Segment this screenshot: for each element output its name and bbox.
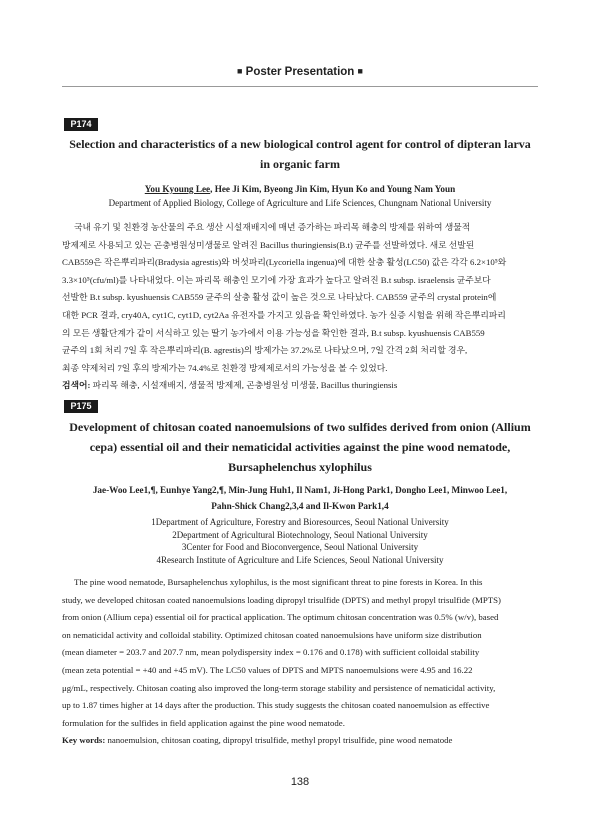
body-line: 대한 PCR 결과, cry40A, cyt1C, cyt1D, cyt2Aa 유전자를 가지고 있음을 확인하였다. 농가 실증 시험을 위해 작은뿌리파리: [62, 309, 506, 320]
presenter-name: You Kyoung Lee: [144, 184, 211, 194]
body-line: 균주의 1회 처리 7일 후 작은뿌리파리(B. agrestis)의 방제가는 37.2%로 나타났으며, 7일 간격 2회 처리할 경우,: [62, 345, 468, 356]
title-line: Bursaphelenchus xylophilus: [228, 460, 372, 474]
section-header-text: Poster Presentation: [245, 66, 355, 78]
square-icon: ■: [357, 66, 363, 76]
author-names: , Hee Ji Kim, Byeong Jin Kim, Hyun Ko and Young Nam Youn: [210, 184, 456, 194]
affiliation-line: 2Department of Agricultural Biotechnology, Seoul National University: [172, 529, 428, 540]
affiliation-line: 1Department of Agriculture, Forestry and Bioresources, Seoul National University: [151, 517, 449, 527]
author-line: Pahn-Shick Chang2,3,4 and Il-Kwon Park1,4: [211, 501, 389, 511]
abstract-title-p175: [62, 417, 538, 477]
title-line: Development of chitosan coated nanoemulsions of two sulfides derived from onion (Allium: [69, 420, 531, 434]
body-line: 국내 유기 및 친환경 농산물의 주요 생산 시설재배지에 매년 증가하는 파리목 해충의 방제를 위하여 생물적: [74, 222, 471, 232]
abstract-badge-p174: P174: [64, 118, 98, 131]
abstract-badge-p175: P175: [64, 400, 98, 413]
keywords-label: 검색어:: [62, 380, 91, 390]
keywords-p175: [62, 732, 538, 748]
affiliation-line: 4Research Institute of Agriculture and Life Sciences, Seoul National University: [156, 554, 444, 565]
body-line: CAB559은 작은뿌리파리(Bradysia agrestis)와 버섯파리(Lycoriella ingenua)에 대한 살충 활성(LC50) 값은 각각 6.2×10⁵와: [62, 257, 507, 268]
title-line: in organic farm: [260, 157, 340, 171]
page-number: 138: [290, 776, 310, 788]
body-line: 의 모든 생활단계가 같이 서식하고 있는 딸기 농가에서 이용 가능성을 확인한 결과, B.t subsp. kyushuensis CAB559: [62, 327, 485, 338]
affiliation-line: 3Center for Food and Bioconvergence, Seoul National University: [181, 542, 419, 553]
abstract-body-p174: [62, 219, 538, 377]
affiliations-p175: [62, 516, 538, 566]
keywords-p174: [62, 377, 538, 393]
section-header: [0, 66, 600, 78]
square-icon: ■: [237, 66, 243, 76]
body-line: The pine wood nematode, Bursaphelenchus xylophilus, is the most significant threat to pine forests in Korea. In this: [74, 577, 483, 587]
body-line: up to 1.87 times higher at 14 days after the production. This study suggests the chitosan coated nanoemulsion as effective: [62, 700, 490, 711]
keywords-text: 파리목 해충, 시설재배지, 생물적 방제제, 곤충병원성 미생물, Bacillus thuringiensis: [90, 380, 398, 390]
author-list-p175: [62, 482, 538, 514]
body-line: study, we developed chitosan coated nanoemulsions loading dipropyl trisulfide (DPTS) and methyl propyl trisulfide (MPTS): [62, 594, 501, 605]
body-line: 3.3×10⁵(cfu/ml)를 나타내었다. 이는 파리목 해충인 모기에 가장 효과가 높다고 알려진 B.t subsp. israelensis 균주보다: [62, 274, 491, 285]
body-line: (mean zeta potential = +40 and +45 mV). The LC50 values of DPTS and MPTS nanoemulsions were 4.95 and 16.22: [62, 664, 473, 675]
body-line: on nematicidal activity and colloidal stability. Optimized chitosan coated nanoemulsions have uniform size distribution: [62, 629, 482, 640]
keywords-text: nanoemulsion, chitosan coating, dipropyl trisulfide, methyl propyl trisulfide, pine wood nematode: [105, 735, 453, 745]
body-line: μg/mL, respectively. Chitosan coating also improved the long-term storage stability and persistence of nematicidal activity,: [62, 682, 496, 693]
body-line: 방제제로 사용되고 있는 곤충병원성미생물로 알려진 Bacillus thuringiensis(B.t) 균주를 선발하였다. 새로 선발된: [62, 239, 475, 250]
author-list-p174: [62, 181, 538, 197]
title-line: Selection and characteristics of a new biological control agent for control of dipteran larva: [69, 137, 531, 151]
body-line: 최종 약제처리 7일 후의 방제가는 74.4%로 친환경 방제제로서의 가능성을 볼 수 있었다.: [62, 362, 388, 373]
title-line: cepa) essential oil and their nematicidal activities against the pine wood nematode,: [89, 440, 511, 454]
abstract-title-p174: [62, 134, 538, 174]
abstract-body-p175: [62, 574, 538, 732]
body-line: (mean diameter = 203.7 and 207.7 nm, mean polydispersity index = 0.176 and 0.178) with sufficient colloidal stability: [62, 647, 480, 658]
author-line: Jae-Woo Lee1,¶, Eunhye Yang2,¶, Min-Jung Huh1, Il Nam1, Ji-Hong Park1, Dongho Lee1, Minwoo Lee1,: [92, 485, 508, 495]
keywords-label: Key words:: [62, 735, 106, 745]
body-line: 선발한 B.t subsp. kyushuensis CAB559 균주의 살충 활성 값이 높은 것으로 나타났다. CAB559 균주의 crystal protein에: [62, 292, 497, 303]
affiliation-p174: Department of Applied Biology, College of Agriculture and Life Sciences, Chungnam National University: [108, 198, 492, 208]
body-line: from onion (Allium cepa) essential oil for practical application. The optimum chitosan concentration was 0.5% (w/v), based: [62, 612, 499, 623]
header-rule: [62, 86, 538, 87]
body-line: formulation for the sulfides in field application against the pine wood nematode.: [62, 717, 345, 728]
